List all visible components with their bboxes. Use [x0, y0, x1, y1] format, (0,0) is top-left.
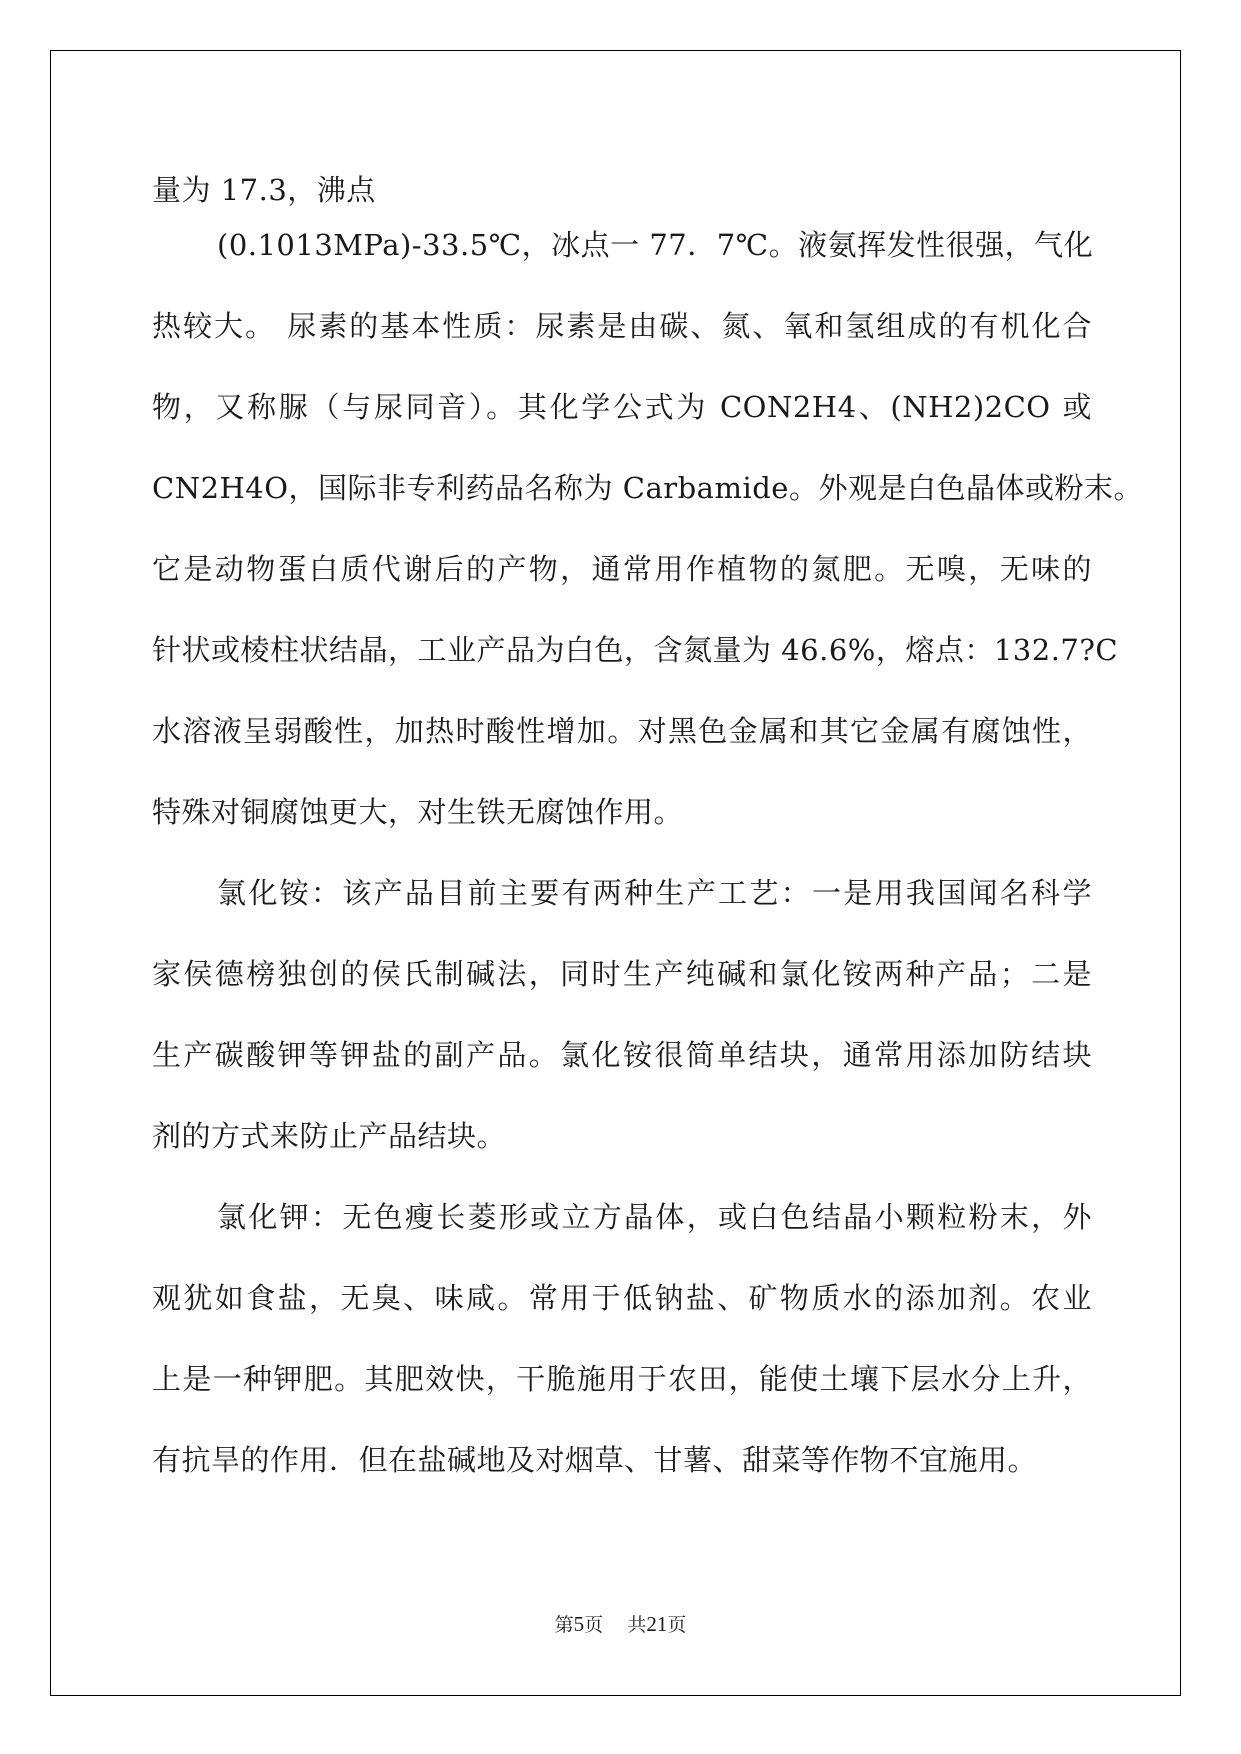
text-line-3: 热较大。 尿素的基本性质：尿素是由碳、氮、氧和氢组成的有机化合 [152, 309, 1092, 343]
text-line-15: 观犹如食盐，无臭、味咸。常用于低钠盐、矿物质水的添加剂。农业 [152, 1281, 1092, 1315]
text-line-8: 水溶液呈弱酸性，加热时酸性增加。对黑色金属和其它金属有腐蚀性， [152, 714, 1092, 748]
text-line-14: 氯化钾：无色瘦长菱形或立方晶体，或白色结晶小颗粒粉末，外 [217, 1200, 1092, 1234]
text-line-16: 上是一种钾肥。其肥效快，干脆施用于农田，能使土壤下层水分上升， [152, 1362, 1092, 1396]
text-line-12: 生产碳酸钾等钾盐的副产品。氯化铵很简单结块，通常用添加防结块 [152, 1038, 1092, 1072]
text-line-1: 量为 17.3，沸点 [152, 173, 376, 207]
footer-prefix: 第 [554, 1614, 574, 1636]
text-line-11: 家侯德榜独创的侯氏制碱法，同时生产纯碱和氯化铵两种产品；二是 [152, 957, 1092, 991]
text-line-9: 特殊对铜腐蚀更大，对生铁无腐蚀作用。 [152, 795, 684, 829]
footer-total-pages: 21 [646, 1612, 668, 1636]
text-line-6: 它是动物蛋白质代谢后的产物，通常用作植物的氮肥。无嗅，无味的 [152, 552, 1092, 586]
footer-page-number: 5 [573, 1612, 585, 1636]
text-line-5: CN2H4O，国际非专利药品名称为 Carbamide。外观是白色晶体或粉末。 [152, 471, 1143, 505]
footer-total-suffix: 页 [667, 1614, 687, 1636]
page-footer [0, 1612, 1241, 1637]
text-line-2: (0.1013MPa)-33.5℃，冰点一 77．7℃。液氨挥发性很强，气化 [217, 228, 1094, 262]
footer-total-prefix: 共 [627, 1614, 647, 1636]
text-line-4: 物，又称脲（与尿同音）。其化学公式为 CON2H4、(NH2)2CO 或 [152, 390, 1092, 424]
text-line-13: 剂的方式来防止产品结块。 [152, 1119, 507, 1153]
text-line-10: 氯化铵：该产品目前主要有两种生产工艺：一是用我国闻名科学 [217, 876, 1092, 910]
text-line-17: 有抗旱的作用．但在盐碱地及对烟草、甘薯、甜菜等作物不宜施用。 [152, 1443, 1038, 1477]
footer-page-suffix: 页 [584, 1614, 604, 1636]
text-line-7: 针状或棱柱状结晶，工业产品为白色，含氮量为 46.6%，熔点：132.7?C [152, 633, 1119, 667]
